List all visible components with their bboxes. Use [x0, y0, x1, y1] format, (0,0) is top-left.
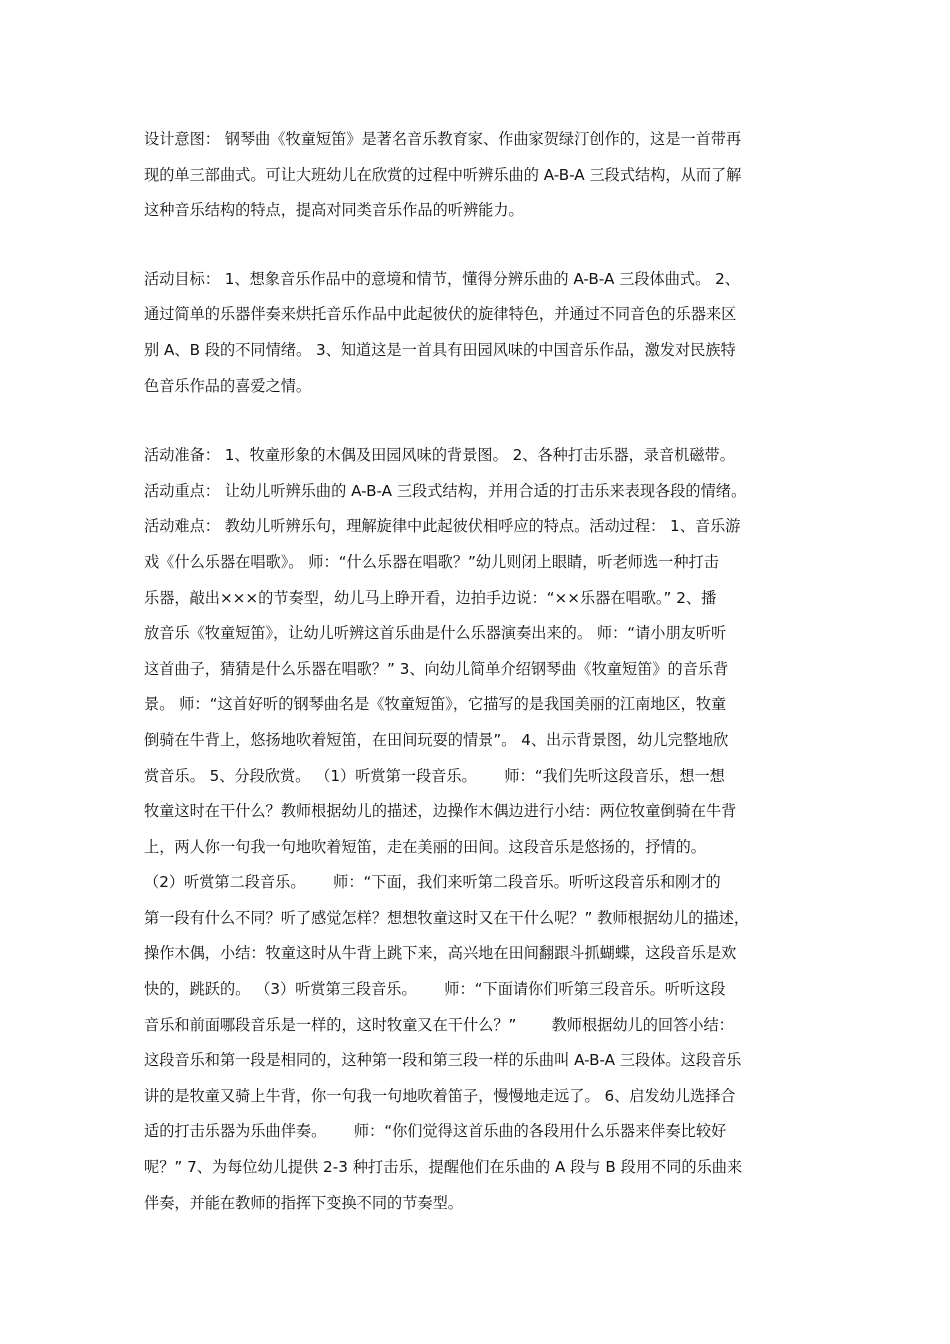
- text-line: （2）听赏第二段音乐。 师：“下面，我们来听第二段音乐。听听这段音乐和刚才的: [144, 873, 721, 892]
- text-line: 快的，跳跃的。 （3）听赏第三段音乐。 师：“下面请你们听第三段音乐。听听这段: [144, 980, 726, 999]
- paragraph-spacer: [144, 229, 816, 262]
- text-line: 上，两人你一句我一句地吹着短笛，走在美丽的田间。这段音乐是悠扬的，抒情的。: [144, 837, 706, 856]
- text-line: 这种音乐结构的特点，提高对同类音乐作品的听辨能力。: [144, 201, 524, 220]
- design-intent-paragraph: [144, 122, 816, 229]
- text-line: 伴奏，并能在教师的指挥下变换不同的节奏型。: [144, 1193, 463, 1212]
- text-line: 放音乐《牧童短笛》，让幼儿听辨这首乐曲是什么乐器演奏出来的。 师：“请小朋友听听: [144, 624, 727, 643]
- text-line: 活动准备： 1、牧童形象的木偶及田园风味的背景图。 2、各种打击乐器，录音机磁带。: [144, 446, 735, 465]
- text-line: 色音乐作品的喜爱之情。: [144, 376, 312, 395]
- text-line: 现的单三部曲式。可让大班幼儿在欣赏的过程中听辨乐曲的 A-B-A 三段式结构，从而了解: [144, 165, 742, 184]
- paragraph-spacer: [144, 404, 816, 438]
- text-line: 别 A、B 段的不同情绪。 3、知道这是一首具有田园风味的中国音乐作品，激发对民族特: [144, 340, 736, 359]
- text-line: 乐器，敲出×××的节奏型，幼儿马上睁开看，边拍手边说：“××乐器在唱歌。” 2、播: [144, 588, 717, 607]
- activity-goals-paragraph: [144, 262, 816, 404]
- text-line: 这段音乐和第一段是相同的，这种第一段和第三段一样的乐曲叫 A-B-A 三段体。这段音乐: [144, 1051, 742, 1070]
- text-line: 景。 师：“这首好听的钢琴曲名是《牧童短笛》，它描写的是我国美丽的江南地区，牧童: [144, 695, 727, 714]
- text-line: 这首曲子，猜猜是什么乐器在唱歌？” 3、向幼儿简单介绍钢琴曲《牧童短笛》的音乐背: [144, 659, 729, 678]
- text-line: 操作木偶，小结：牧童这时从牛背上跳下来，高兴地在田间翻跟斗抓蝴蝶，这段音乐是欢: [144, 944, 737, 963]
- text-line: 牧童这时在干什么？教师根据幼儿的描述，边操作木偶边进行小结：两位牧童倒骑在牛背: [144, 802, 737, 821]
- text-line: 倒骑在牛背上，悠扬地吹着短笛，在田间玩耍的情景”。 4、出示背景图，幼儿完整地欣: [144, 730, 729, 749]
- text-line: 设计意图： 钢琴曲《牧童短笛》是著名音乐教育家、作曲家贺绿汀创作的，这是一首带再: [144, 130, 742, 148]
- text-line: 讲的是牧童又骑上牛背，你一句我一句地吹着笛子，慢慢地走远了。 6、启发幼儿选择合: [144, 1086, 736, 1105]
- text-line: 音乐和前面哪段音乐是一样的，这时牧童又在干什么？” 教师根据幼儿的回答小结：: [144, 1015, 734, 1034]
- text-line: 戏《什么乐器在唱歌》。 师：“什么乐器在唱歌？”幼儿则闭上眼睛，听老师选一种打击: [144, 552, 719, 571]
- text-line: 活动目标： 1、想象音乐作品中的意境和情节，懂得分辨乐曲的 A-B-A 三段体曲式。 2、: [144, 269, 740, 288]
- document-page: [144, 122, 816, 1221]
- text-line: 赏音乐。 5、分段欣赏。 （1）听赏第一段音乐。 师：“我们先听这段音乐，想一想: [144, 766, 725, 785]
- text-line: 通过简单的乐器伴奏来烘托音乐作品中此起彼伏的旋律特色，并通过不同音色的乐器来区: [144, 305, 737, 324]
- text-line: 活动重点： 让幼儿听辨乐曲的 A-B-A 三段式结构，并用合适的打击乐来表现各段的情绪。: [144, 481, 747, 500]
- activity-body-paragraph: [144, 438, 816, 1221]
- text-line: 第一段有什么不同？听了感觉怎样？想想牧童这时又在干什么呢？” 教师根据幼儿的描述，: [144, 908, 750, 927]
- text-line: 适的打击乐器为乐曲伴奏。 师：“你们觉得这首乐曲的各段用什么乐器来伴奏比较好: [144, 1122, 727, 1141]
- text-line: 活动难点： 教幼儿听辨乐句，理解旋律中此起彼伏相呼应的特点。活动过程： 1、音乐游: [144, 517, 741, 536]
- text-line: 呢？” 7、为每位幼儿提供 2-3 种打击乐，提醒他们在乐曲的 A 段与 B 段用不同的乐曲来: [144, 1158, 743, 1177]
